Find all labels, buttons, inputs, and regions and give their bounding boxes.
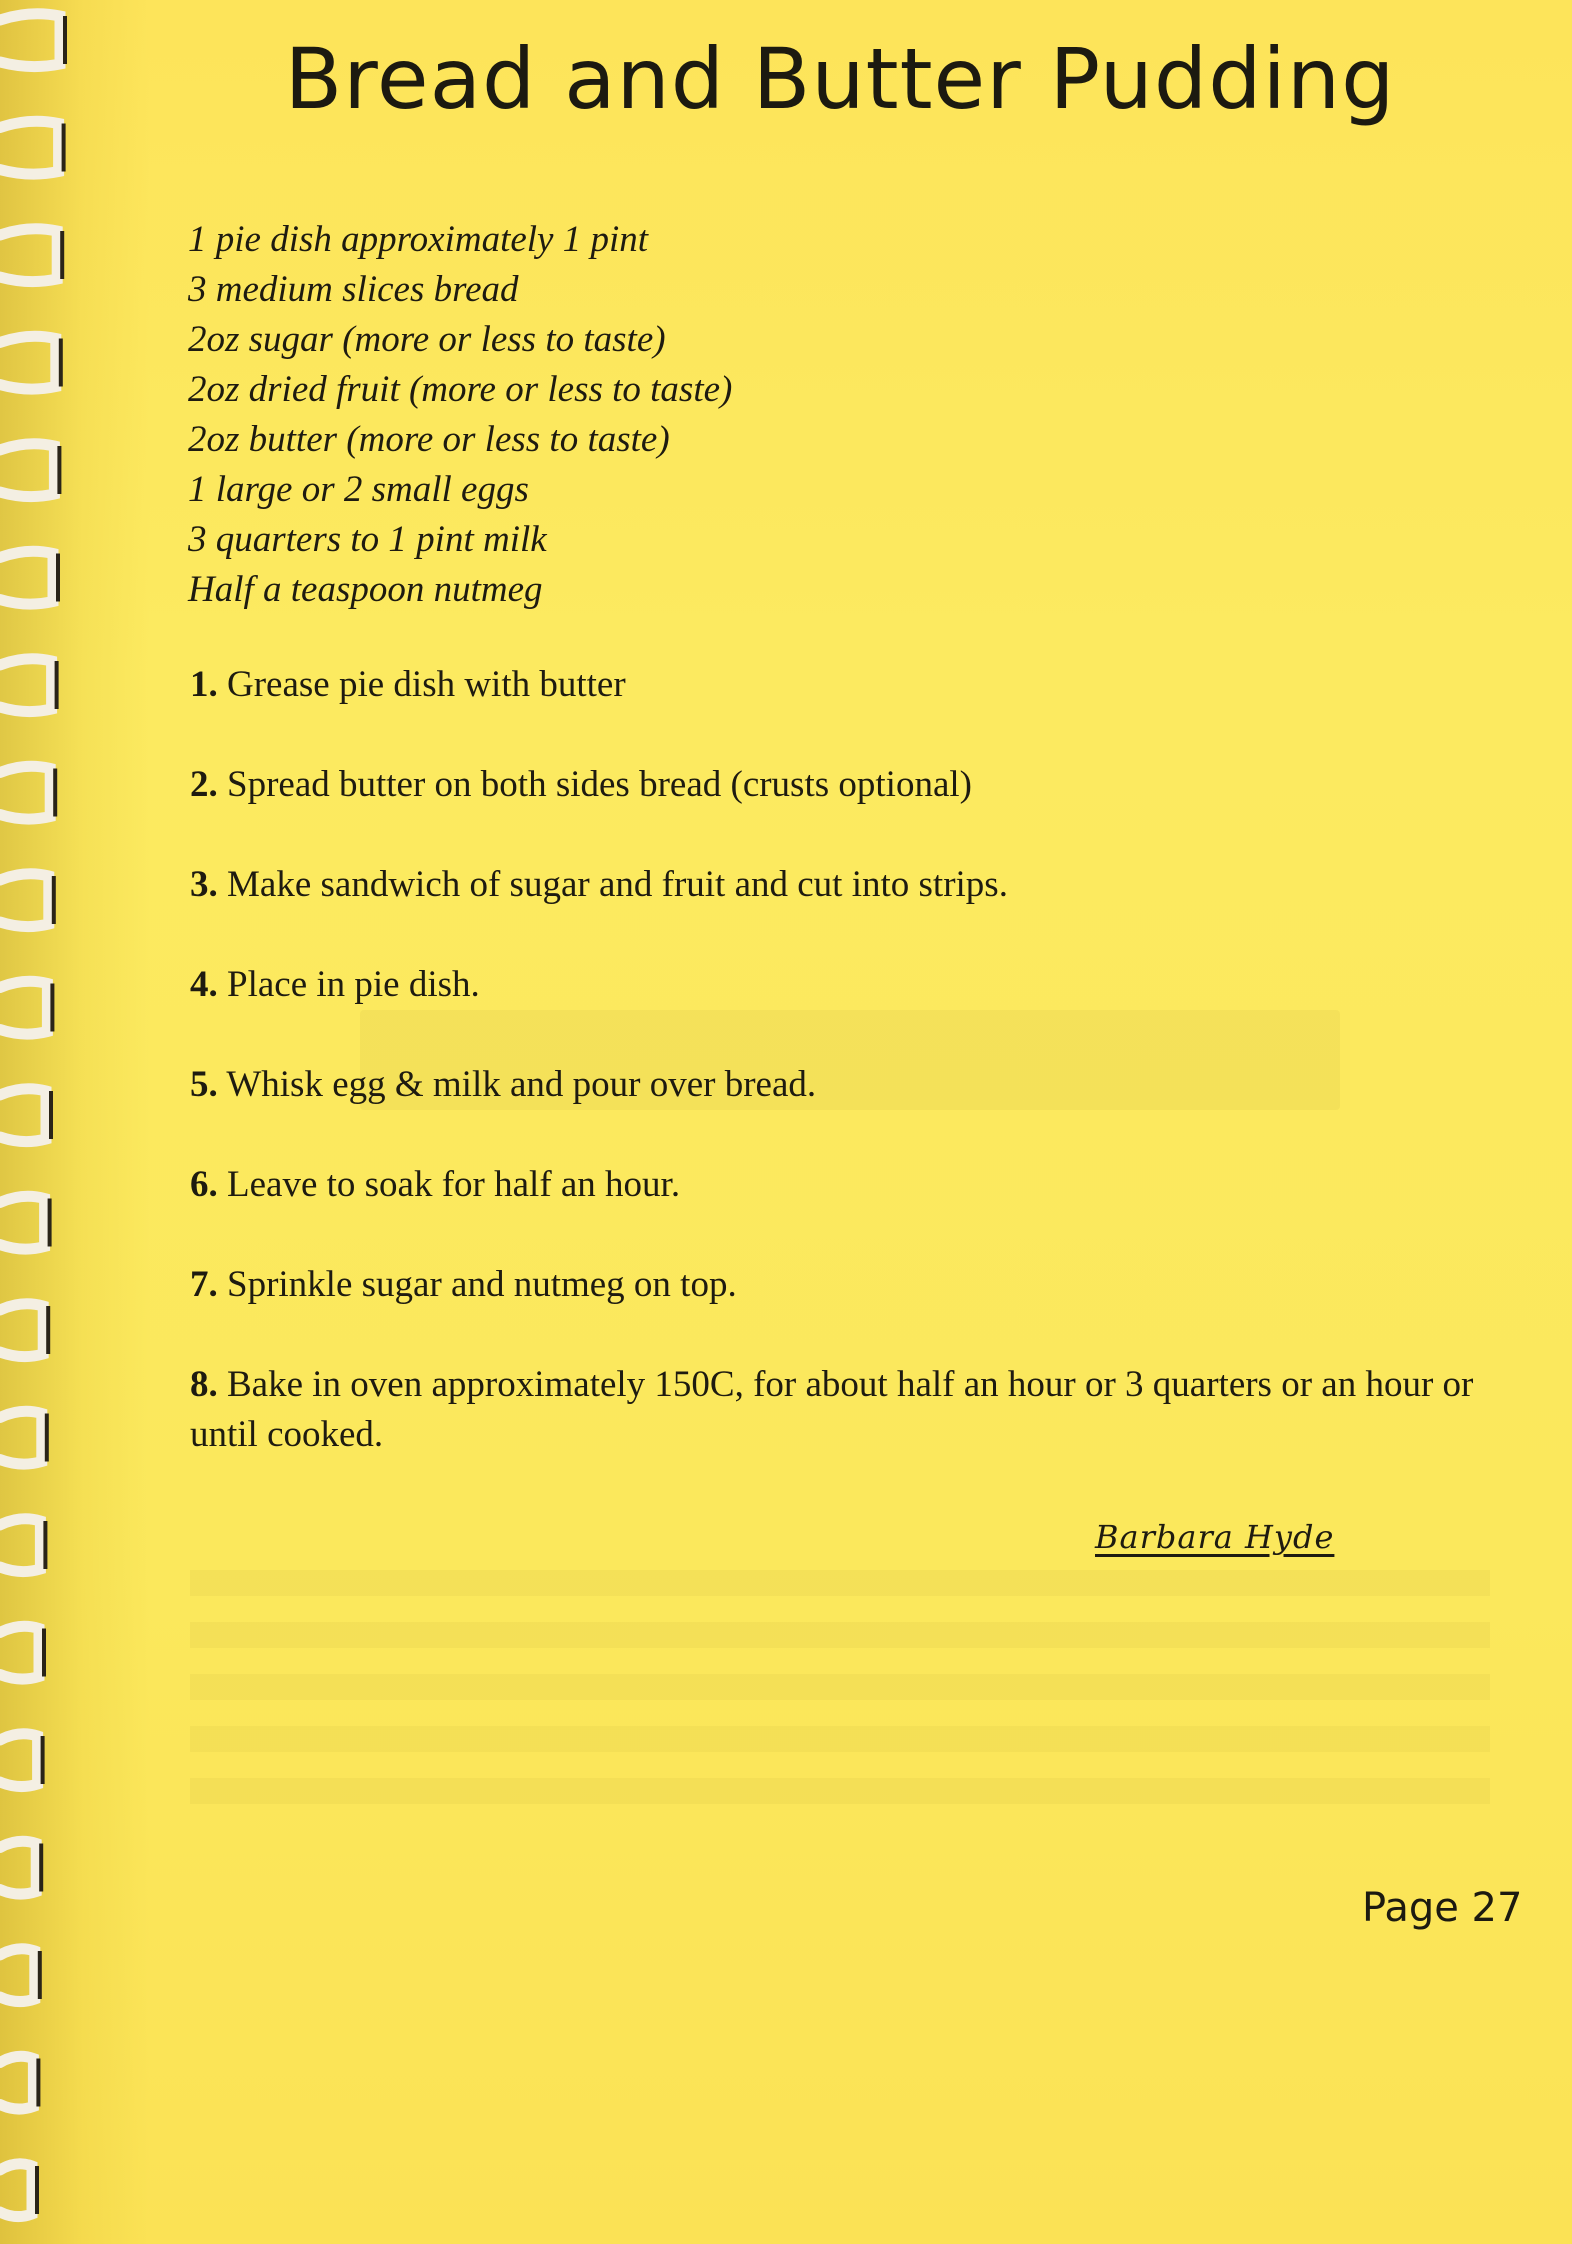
page-number: Page 27: [1362, 1885, 1523, 1931]
ingredient-item: 1 pie dish approximately 1 pint: [188, 219, 649, 260]
method-step: [190, 860, 1530, 910]
step-number: 6.: [190, 1164, 218, 1205]
binding-ring: [0, 1411, 47, 1464]
binding-ring: [0, 1196, 50, 1249]
step-text: Make sandwich of sugar and fruit and cut into strips.: [227, 864, 1008, 905]
step-number: 8.: [190, 1364, 218, 1405]
spiral-binding: [0, 0, 90, 2244]
binding-ring: [0, 1841, 41, 1894]
step-number: 5.: [190, 1064, 218, 1105]
binding-ring: [0, 981, 52, 1034]
binding-ring: [0, 2164, 37, 2217]
binding-ring: [0, 229, 62, 282]
ingredient-item: 2oz dried fruit (more or less to taste): [188, 369, 733, 410]
method-step: [190, 660, 1530, 710]
binding-ring: [0, 874, 54, 927]
step-text: Bake in oven approximately 150C, for about half an hour or 3 quarters or an hour or until cooked.: [190, 1364, 1474, 1455]
step-number: 2.: [190, 764, 218, 805]
ingredient-item: 2oz butter (more or less to taste): [188, 419, 670, 460]
step-text: Spread butter on both sides bread (crusts optional): [227, 764, 972, 805]
binding-ring: [0, 1949, 40, 2002]
author-signature: Barbara Hyde: [1095, 1518, 1335, 1556]
binding-ring: [0, 1519, 45, 1572]
step-text: Leave to soak for half an hour.: [227, 1164, 681, 1205]
ingredient-item: 3 medium slices bread: [188, 269, 519, 310]
binding-ring: [0, 1304, 48, 1357]
step-text: Grease pie dish with butter: [227, 664, 626, 705]
method-step: [190, 1360, 1530, 1460]
ingredient-item: Half a teaspoon nutmeg: [188, 569, 543, 610]
binding-ring: [0, 1626, 44, 1679]
binding-ring: [0, 121, 64, 174]
recipe-title: Bread and Butter Pudding: [284, 30, 1396, 128]
step-text: Whisk egg & milk and pour over bread.: [226, 1064, 817, 1105]
binding-ring: [0, 336, 61, 389]
step-number: 7.: [190, 1264, 218, 1305]
bleed-through-texture-3: [190, 1570, 1490, 1810]
binding-ring: [0, 14, 65, 67]
method-step: [190, 760, 1530, 810]
binding-ring: [0, 1734, 43, 1787]
method-step: [190, 1160, 1530, 1210]
ingredient-item: 2oz sugar (more or less to taste): [188, 319, 666, 360]
method-step: [190, 960, 1530, 1010]
step-text: Place in pie dish.: [227, 964, 480, 1005]
binding-ring: [0, 766, 55, 819]
binding-ring: [0, 2056, 38, 2109]
binding-ring: [0, 1089, 51, 1142]
method-step: [190, 1260, 1530, 1310]
ingredient-item: 3 quarters to 1 pint milk: [188, 519, 547, 560]
step-number: 1.: [190, 664, 218, 705]
binding-ring: [0, 551, 58, 604]
method-steps: [190, 660, 1530, 1510]
binding-ring: [0, 444, 59, 497]
method-step: [190, 1060, 1530, 1110]
step-text: Sprinkle sugar and nutmeg on top.: [227, 1264, 737, 1305]
step-number: 4.: [190, 964, 218, 1005]
ingredient-list: [188, 215, 732, 615]
binding-ring: [0, 659, 57, 712]
ingredient-item: 1 large or 2 small eggs: [188, 469, 529, 510]
step-number: 3.: [190, 864, 218, 905]
